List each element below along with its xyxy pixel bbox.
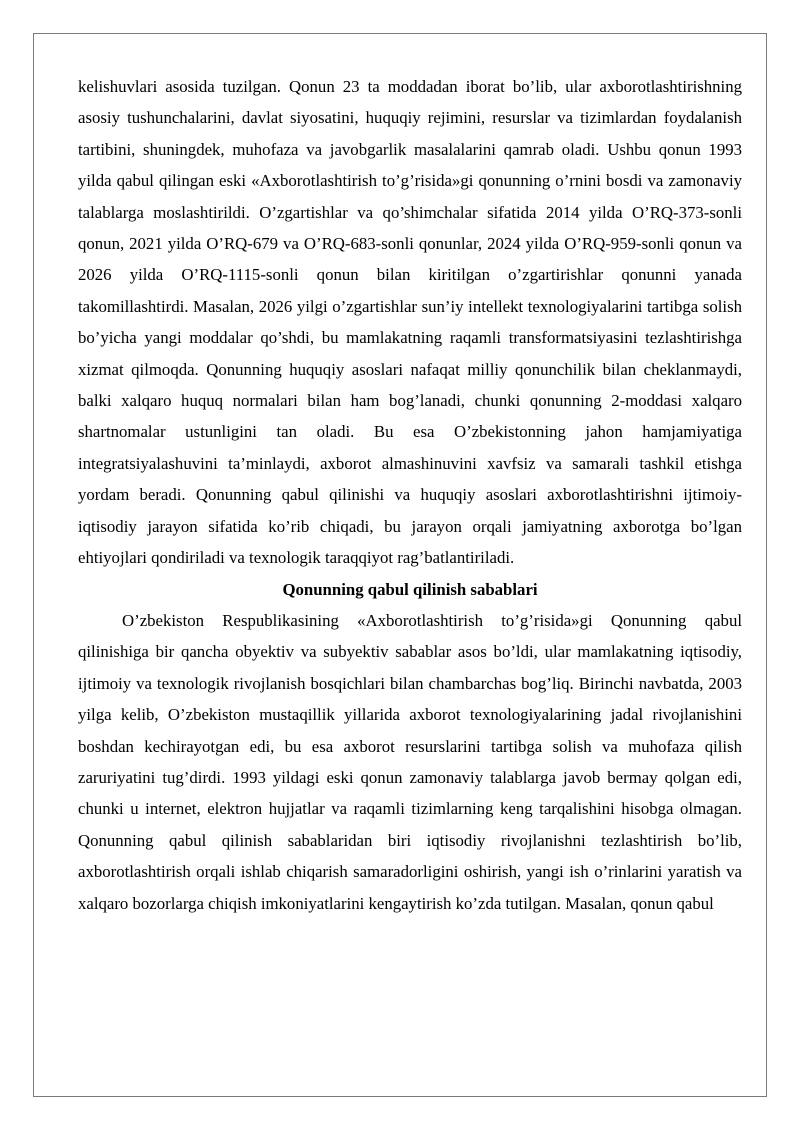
paragraph-reasons: O’zbekiston Respublikasining «Axborotlashtirish to’g’risida»gi Qonunning qabul qilinishiga bir qancha obyektiv va subyektiv sabablar asos bo’ldi, ular mamlakatning iqtisodiy, ijtimoiy va texnologik rivojlanish bosqichlari bilan chambarchas bog’liq. Birinchi navbatda, 2003 yilga kelib, O’zbekiston mustaqillik yillarida axborot texnologiyalarining jadal rivojlanishini boshdan kechirayotgan edi, bu esa axborot resurslarini tartibga solish va muhofaza qilish zaruriyatini tug’dirdi. 1993 yildagi eski qonun zamonaviy talablarga javob bermay qolgan edi, chunki u internet, elektron hujjatlar va raqamli tizimlarning keng tarqalishini hisobga olmagan. Qonunning qabul qilinish sabablaridan biri iqtisodiy rivojlanishni tezlashtirish bo’lib, axborotlashtirish orqali ishlab chiqarish samaradorligini oshirish, yangi ish o’rinlarini yaratish va xalqaro bozorlarga chiqish imkoniyatlarini kengaytirish ko’zda tutilgan. Masalan, qonun qabul [78,610,742,913]
section-heading: Qonunning qabul qilinish sabablari [282,579,538,599]
document-body [78,71,742,919]
paragraph-intro: kelishuvlari asosida tuzilgan. Qonun 23 ta moddadan iborat bo’lib, ular axborotlashtirishning asosiy tushunchalarini, davlat siyosatini, huquqiy rejimini, resurslar va tizimlardan foydalanish tartibini, shuningdek, muhofaza va javobgarlik masalalarini qamrab oladi. Ushbu qonun 1993 yilda qabul qilingan eski «Axborotlashtirish to’g’risida»gi qonunning o’rnini bosdi va zamonaviy talablarga moslashtirildi. O’zgartishlar va qo’shimchalar sifatida 2014 yilda O’RQ-373-sonli qonun, 2021 yilda O’RQ-679 va O’RQ-683-sonli qonunlar, 2024 yilda O’RQ-959-sonli qonun va 2026 yilda O’RQ-1115-sonli qonun bilan kiritilgan o’zgartirishlar qonunni yanada takomillashtirdi. Masalan, 2026 yilgi o’zgartishlar sun’iy intellekt texnologiyalarini tartibga solish bo’yicha yangi moddalar qo’shdi, bu mamlakatning raqamli transformatsiyasini tezlashtirishga xizmat qilmoqda. Qonunning huquqiy asoslari nafaqat milliy qonunchilik bilan cheklanmaydi, balki xalqaro huquq normalari bilan ham bog’lanadi, chunki qonunning 2-moddasi xalqaro shartnomalar ustunligini tan oladi. Bu esa O’zbekistonning jahon hamjamiyatiga integratsiyalashuvini ta’minlaydi, axborot almashinuvini xavfsiz va samarali tashkil etishga yordam beradi. Qonunning qabul qilinishi va huquqiy asoslari axborotlashtirishni ijtimoiy-iqtisodiy jarayon sifatida ko’rib chiqadi, bu jarayon orqali jamiyatning axborotga bo’lgan ehtiyojlari qondiriladi va texnologik taraqqiyot rag’batlantiriladi. [78,77,742,568]
